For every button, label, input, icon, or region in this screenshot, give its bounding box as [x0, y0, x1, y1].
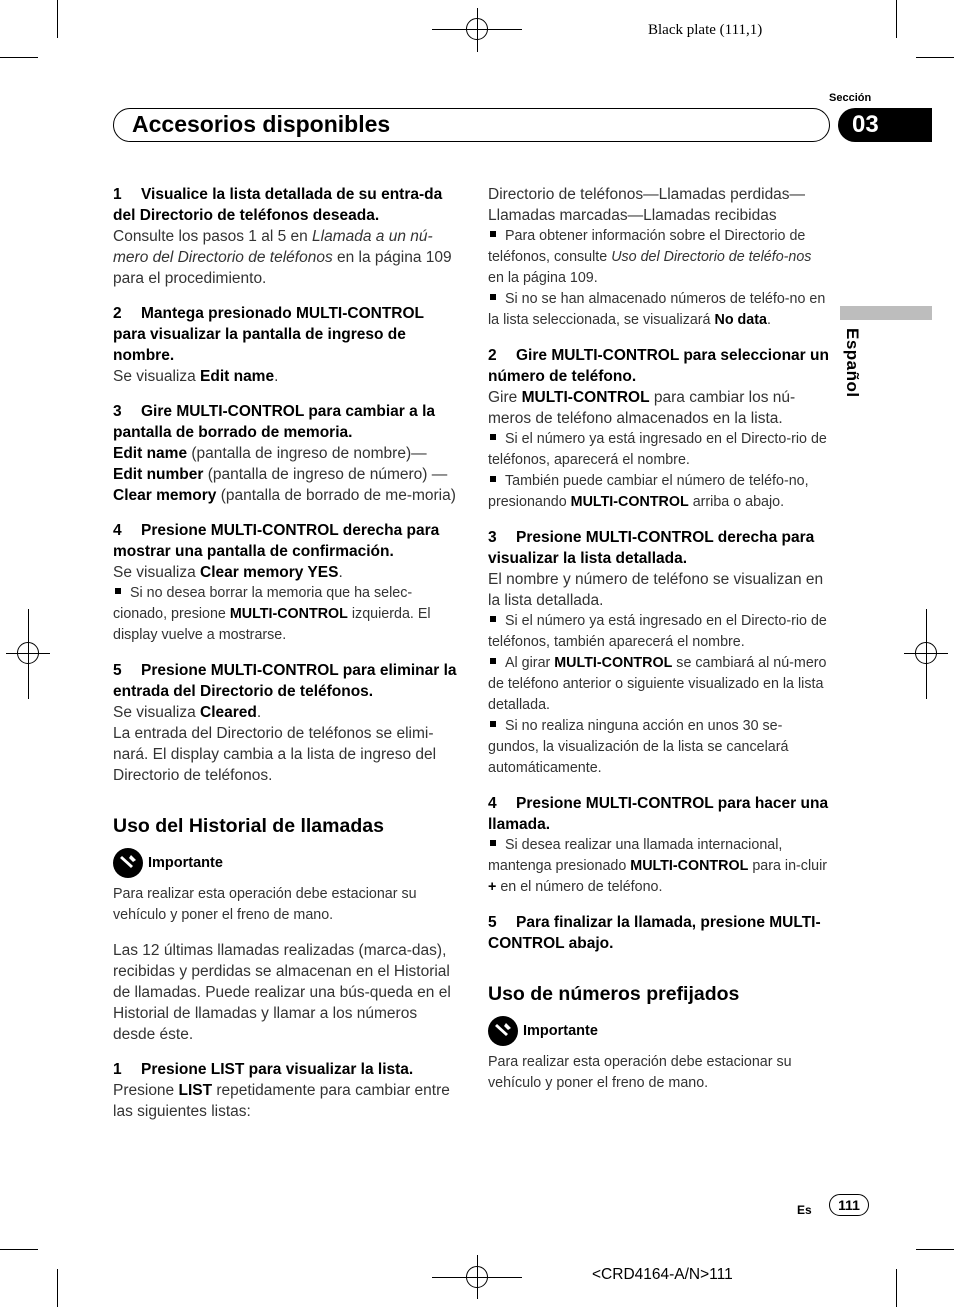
section-heading: Uso del Historial de llamadas: [113, 815, 384, 837]
bullet-square-icon: [490, 434, 496, 440]
step-body: Presione LIST repetidamente para cambiar entre las siguientes listas:: [113, 1082, 450, 1120]
importante-text: Para realizar esta operación debe estacionar su vehículo y poner el freno de mano.: [488, 1054, 792, 1091]
step-heading: 2 Mantega presionado MULTI-CONTROL para visualizar la pantalla de ingreso de nombre.: [113, 305, 424, 364]
registration-circle: [17, 642, 39, 664]
bullet-square-icon: [490, 616, 496, 622]
section-heading: Uso de números prefijados: [488, 983, 740, 1005]
page-number: 111: [829, 1194, 869, 1216]
document-code: <CRD4164-A/N>111: [592, 1266, 733, 1283]
crop-mark: [57, 1269, 58, 1307]
step-body: La entrada del Directorio de teléfonos se elimi-nará. El display cambia a la lista de ingreso del Directorio de teléfonos.: [113, 725, 437, 784]
note-item: Para obtener información sobre el Directorio de teléfonos, consulte Uso del Directorio de teléfo-nos en la página 109.: [488, 228, 812, 286]
bullet-square-icon: [490, 294, 496, 300]
step-heading: 3 Presione MULTI-CONTROL derecha para visualizar la lista detallada.: [488, 529, 815, 567]
note-item: También puede cambiar el número de teléfo-no, presionando MULTI-CONTROL arriba o abajo.: [488, 473, 809, 510]
note-item: Si no se han almacenado números de teléfo-no en la lista seleccionada, se visualizará No data.: [488, 291, 826, 328]
importante-callout: Importante: [488, 1016, 830, 1046]
step-body: Se visualiza Cleared.: [113, 704, 262, 721]
bullet-square-icon: [115, 588, 121, 594]
list-sequence: Directorio de teléfonos—Llamadas perdidas—Llamadas marcadas—Llamadas recibidas: [488, 186, 806, 224]
left-column: [113, 184, 458, 1122]
registration-circle: [466, 18, 488, 40]
step-heading: 4 Presione MULTI-CONTROL derecha para mostrar una pantalla de confirmación.: [113, 522, 440, 560]
language-code: Es: [797, 1203, 812, 1217]
importante-callout: Importante: [113, 848, 458, 878]
crop-mark: [0, 1249, 38, 1250]
step-body: Se visualiza Clear memory YES.: [113, 564, 343, 581]
important-icon: [488, 1016, 518, 1046]
page-title: Accesorios disponibles: [132, 111, 391, 137]
step-body: Consulte los pasos 1 al 5 en Llamada a un nú-mero del Directorio de teléfonos en la página 109 para el procedimiento.: [113, 228, 452, 287]
language-tab: [840, 306, 932, 320]
section-number: 03: [852, 111, 879, 138]
section-badge: [838, 108, 932, 142]
step-heading: 3 Gire MULTI-CONTROL para cambiar a la pantalla de borrado de memoria.: [113, 403, 435, 441]
section-label: Sección: [829, 92, 872, 104]
step-body: Se visualiza Edit name.: [113, 368, 279, 385]
right-column: [488, 184, 830, 1094]
crop-mark: [916, 57, 954, 58]
important-icon: [113, 848, 143, 878]
crop-mark: [0, 57, 38, 58]
note-item: Si el número ya está ingresado en el Directo-rio de teléfonos, también aparecerá el nombre.: [488, 613, 827, 650]
note-item: Si no realiza ninguna acción en unos 30 se-gundos, la visualización de la lista se cancelará automáticamente.: [488, 718, 789, 776]
note-item: Al girar MULTI-CONTROL se cambiará al nú-mero de teléfono anterior o siguiente visualizado en la lista detallada.: [488, 655, 827, 713]
step-heading: 2 Gire MULTI-CONTROL para seleccionar un número de teléfono.: [488, 347, 829, 385]
crop-mark: [896, 1269, 897, 1307]
note-item: Si no desea borrar la memoria que ha selec-cionado, presione MULTI-CONTROL izquierda. El display vuelve a mostrarse.: [113, 585, 431, 643]
registration-circle: [915, 642, 937, 664]
bullet-square-icon: [490, 231, 496, 237]
bullet-square-icon: [490, 840, 496, 846]
bullet-square-icon: [490, 721, 496, 727]
note-item: Si el número ya está ingresado en el Directo-rio de teléfonos, aparecerá el nombre.: [488, 431, 827, 468]
step-body: Gire MULTI-CONTROL para cambiar los nú-meros de teléfono almacenados en la lista.: [488, 389, 796, 427]
step-body: El nombre y número de teléfono se visualizan en la lista detallada.: [488, 571, 824, 609]
registration-circle: [466, 1266, 488, 1288]
crop-mark: [916, 1249, 954, 1250]
plate-label: Black plate (111,1): [648, 22, 763, 38]
step-heading: 5 Para finalizar la llamada, presione MULTI-CONTROL abajo.: [488, 914, 821, 952]
importante-text: Para realizar esta operación debe estacionar su vehículo y poner el freno de mano.: [113, 886, 417, 923]
step-heading: 4 Presione MULTI-CONTROL para hacer una llamada.: [488, 795, 829, 833]
crop-mark: [57, 0, 58, 38]
note-item: Si desea realizar una llamada internacional, mantenga presionado MULTI-CONTROL para in-cluir + en el número de teléfono.: [488, 837, 828, 895]
step-heading: 1 Presione LIST para visualizar la lista.: [113, 1061, 414, 1078]
step-heading: 5 Presione MULTI-CONTROL para eliminar la entrada del Directorio de teléfonos.: [113, 662, 457, 700]
bullet-square-icon: [490, 658, 496, 664]
bullet-square-icon: [490, 476, 496, 482]
language-label: Español: [843, 328, 862, 398]
intro-text: Las 12 últimas llamadas realizadas (marca-das), recibidas y perdidas se almacenan en el Historial de llamadas. Puede realizar una bús-queda en el Historial de llamadas y llamar a los números desde éste.: [113, 942, 451, 1043]
step-heading: 1 Visualice la lista detallada de su entra-da del Directorio de teléfonos deseada.: [113, 186, 443, 224]
step-body: Edit name (pantalla de ingreso de nombre)— Edit number (pantalla de ingreso de número) —Clear memory (pantalla de borrado de me-moria): [113, 445, 456, 504]
crop-mark: [896, 0, 897, 38]
